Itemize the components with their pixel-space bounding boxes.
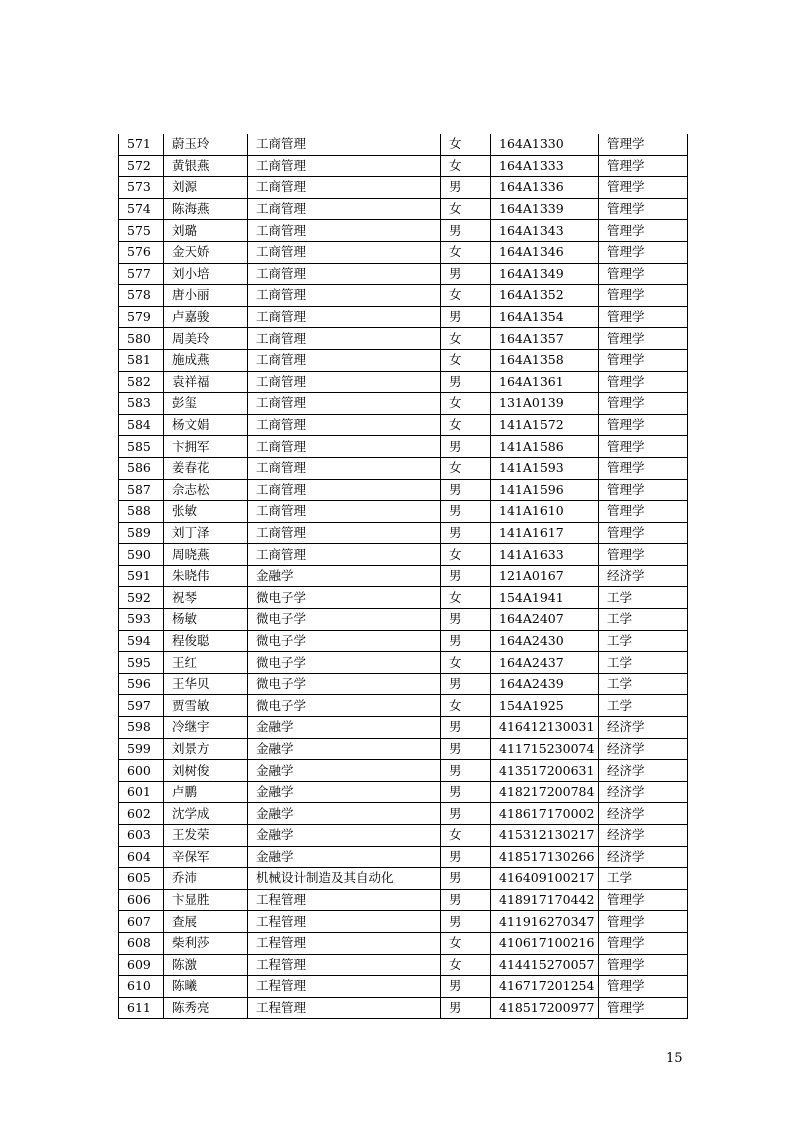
student-roster-table xyxy=(118,134,688,1019)
discipline-cell: 经济学 xyxy=(599,846,688,868)
gender-cell: 男 xyxy=(441,976,491,998)
major-cell: 机械设计制造及其自动化 xyxy=(248,868,441,890)
student-name-cell: 卞拥军 xyxy=(164,436,248,458)
major-cell: 微电子学 xyxy=(248,609,441,631)
discipline-cell: 管理学 xyxy=(599,328,688,350)
discipline-cell: 管理学 xyxy=(599,436,688,458)
discipline-cell: 经济学 xyxy=(599,738,688,760)
major-cell: 工程管理 xyxy=(248,932,441,954)
table-row xyxy=(119,932,688,954)
table-row xyxy=(119,436,688,458)
student-id-cell: 164A1336 xyxy=(491,177,599,199)
student-id-cell: 410617100216 xyxy=(491,932,599,954)
gender-cell: 女 xyxy=(441,652,491,674)
student-name-cell: 周晓燕 xyxy=(164,544,248,566)
major-cell: 金融学 xyxy=(248,803,441,825)
table-row xyxy=(119,155,688,177)
student-name-cell: 姜春花 xyxy=(164,457,248,479)
gender-cell: 女 xyxy=(441,198,491,220)
student-id-cell: 411916270347 xyxy=(491,911,599,933)
student-name-cell: 卢鹏 xyxy=(164,781,248,803)
student-id-cell: 416409100217 xyxy=(491,868,599,890)
student-id-cell: 418917170442 xyxy=(491,889,599,911)
table-row xyxy=(119,134,688,155)
student-name-cell: 冷继宇 xyxy=(164,717,248,739)
student-name-cell: 朱晓伟 xyxy=(164,565,248,587)
discipline-cell: 管理学 xyxy=(599,997,688,1019)
major-cell: 微电子学 xyxy=(248,652,441,674)
gender-cell: 女 xyxy=(441,587,491,609)
student-name-cell: 陈秀亮 xyxy=(164,997,248,1019)
major-cell: 微电子学 xyxy=(248,695,441,717)
row-number-cell: 592 xyxy=(119,587,164,609)
discipline-cell: 管理学 xyxy=(599,134,688,155)
discipline-cell: 管理学 xyxy=(599,306,688,328)
row-number-cell: 577 xyxy=(119,263,164,285)
student-name-cell: 杨敏 xyxy=(164,609,248,631)
gender-cell: 男 xyxy=(441,760,491,782)
gender-cell: 男 xyxy=(441,781,491,803)
row-number-cell: 602 xyxy=(119,803,164,825)
gender-cell: 男 xyxy=(441,803,491,825)
row-number-cell: 585 xyxy=(119,436,164,458)
student-name-cell: 金天娇 xyxy=(164,241,248,263)
row-number-cell: 578 xyxy=(119,285,164,307)
discipline-cell: 经济学 xyxy=(599,803,688,825)
student-id-cell: 154A1941 xyxy=(491,587,599,609)
table-row xyxy=(119,285,688,307)
gender-cell: 男 xyxy=(441,177,491,199)
gender-cell: 女 xyxy=(441,825,491,847)
table-row xyxy=(119,501,688,523)
row-number-cell: 571 xyxy=(119,134,164,155)
discipline-cell: 工学 xyxy=(599,695,688,717)
discipline-cell: 经济学 xyxy=(599,781,688,803)
discipline-cell: 经济学 xyxy=(599,717,688,739)
gender-cell: 男 xyxy=(441,522,491,544)
row-number-cell: 601 xyxy=(119,781,164,803)
student-id-cell: 154A1925 xyxy=(491,695,599,717)
discipline-cell: 工学 xyxy=(599,673,688,695)
student-name-cell: 王华贝 xyxy=(164,673,248,695)
major-cell: 金融学 xyxy=(248,760,441,782)
major-cell: 工商管理 xyxy=(248,501,441,523)
gender-cell: 女 xyxy=(441,241,491,263)
student-name-cell: 卞显胜 xyxy=(164,889,248,911)
major-cell: 工程管理 xyxy=(248,889,441,911)
gender-cell: 男 xyxy=(441,846,491,868)
student-id-cell: 416717201254 xyxy=(491,976,599,998)
discipline-cell: 经济学 xyxy=(599,825,688,847)
row-number-cell: 596 xyxy=(119,673,164,695)
student-name-cell: 查展 xyxy=(164,911,248,933)
table-row xyxy=(119,630,688,652)
student-id-cell: 164A1349 xyxy=(491,263,599,285)
discipline-cell: 工学 xyxy=(599,868,688,890)
row-number-cell: 598 xyxy=(119,717,164,739)
major-cell: 微电子学 xyxy=(248,673,441,695)
table-row xyxy=(119,868,688,890)
student-name-cell: 刘璐 xyxy=(164,220,248,242)
discipline-cell: 管理学 xyxy=(599,414,688,436)
major-cell: 工程管理 xyxy=(248,976,441,998)
row-number-cell: 572 xyxy=(119,155,164,177)
discipline-cell: 管理学 xyxy=(599,932,688,954)
row-number-cell: 611 xyxy=(119,997,164,1019)
gender-cell: 男 xyxy=(441,911,491,933)
table-row xyxy=(119,371,688,393)
student-id-cell: 164A1352 xyxy=(491,285,599,307)
student-id-cell: 141A1586 xyxy=(491,436,599,458)
table-row xyxy=(119,241,688,263)
student-id-cell: 141A1572 xyxy=(491,414,599,436)
row-number-cell: 591 xyxy=(119,565,164,587)
major-cell: 工商管理 xyxy=(248,134,441,155)
student-name-cell: 周美玲 xyxy=(164,328,248,350)
major-cell: 金融学 xyxy=(248,846,441,868)
discipline-cell: 管理学 xyxy=(599,285,688,307)
student-name-cell: 贾雪敏 xyxy=(164,695,248,717)
major-cell: 金融学 xyxy=(248,717,441,739)
major-cell: 工程管理 xyxy=(248,997,441,1019)
row-number-cell: 584 xyxy=(119,414,164,436)
student-name-cell: 陈曦 xyxy=(164,976,248,998)
discipline-cell: 工学 xyxy=(599,587,688,609)
student-id-cell: 164A2439 xyxy=(491,673,599,695)
student-id-cell: 164A2407 xyxy=(491,609,599,631)
gender-cell: 女 xyxy=(441,155,491,177)
discipline-cell: 经济学 xyxy=(599,565,688,587)
row-number-cell: 589 xyxy=(119,522,164,544)
gender-cell: 男 xyxy=(441,673,491,695)
student-id-cell: 164A1330 xyxy=(491,134,599,155)
major-cell: 金融学 xyxy=(248,825,441,847)
row-number-cell: 603 xyxy=(119,825,164,847)
major-cell: 工商管理 xyxy=(248,522,441,544)
discipline-cell: 工学 xyxy=(599,609,688,631)
table-row xyxy=(119,349,688,371)
table-row xyxy=(119,825,688,847)
major-cell: 工商管理 xyxy=(248,155,441,177)
student-id-cell: 415312130217 xyxy=(491,825,599,847)
student-id-cell: 141A1596 xyxy=(491,479,599,501)
major-cell: 微电子学 xyxy=(248,630,441,652)
student-id-cell: 141A1633 xyxy=(491,544,599,566)
student-id-cell: 164A1358 xyxy=(491,349,599,371)
table-row xyxy=(119,911,688,933)
table-row xyxy=(119,414,688,436)
student-name-cell: 杨文娟 xyxy=(164,414,248,436)
major-cell: 工商管理 xyxy=(248,328,441,350)
row-number-cell: 575 xyxy=(119,220,164,242)
major-cell: 微电子学 xyxy=(248,587,441,609)
student-id-cell: 418517200977 xyxy=(491,997,599,1019)
gender-cell: 女 xyxy=(441,134,491,155)
gender-cell: 男 xyxy=(441,609,491,631)
table-row xyxy=(119,457,688,479)
table-row xyxy=(119,695,688,717)
major-cell: 工商管理 xyxy=(248,285,441,307)
major-cell: 工商管理 xyxy=(248,220,441,242)
student-name-cell: 施成燕 xyxy=(164,349,248,371)
table-row xyxy=(119,565,688,587)
student-id-cell: 141A1610 xyxy=(491,501,599,523)
discipline-cell: 管理学 xyxy=(599,976,688,998)
student-name-cell: 柴利莎 xyxy=(164,932,248,954)
table-row xyxy=(119,673,688,695)
student-name-cell: 刘景方 xyxy=(164,738,248,760)
major-cell: 工商管理 xyxy=(248,544,441,566)
gender-cell: 男 xyxy=(441,220,491,242)
gender-cell: 男 xyxy=(441,997,491,1019)
student-name-cell: 刘源 xyxy=(164,177,248,199)
discipline-cell: 管理学 xyxy=(599,241,688,263)
gender-cell: 女 xyxy=(441,954,491,976)
discipline-cell: 管理学 xyxy=(599,220,688,242)
table-row xyxy=(119,306,688,328)
major-cell: 金融学 xyxy=(248,565,441,587)
student-name-cell: 刘丁泽 xyxy=(164,522,248,544)
row-number-cell: 593 xyxy=(119,609,164,631)
discipline-cell: 管理学 xyxy=(599,911,688,933)
gender-cell: 男 xyxy=(441,501,491,523)
student-id-cell: 164A1343 xyxy=(491,220,599,242)
row-number-cell: 600 xyxy=(119,760,164,782)
table-row xyxy=(119,652,688,674)
student-name-cell: 蔚玉玲 xyxy=(164,134,248,155)
table-row xyxy=(119,889,688,911)
discipline-cell: 管理学 xyxy=(599,889,688,911)
student-name-cell: 辛保军 xyxy=(164,846,248,868)
student-id-cell: 164A1333 xyxy=(491,155,599,177)
major-cell: 工商管理 xyxy=(248,177,441,199)
gender-cell: 女 xyxy=(441,932,491,954)
row-number-cell: 573 xyxy=(119,177,164,199)
student-name-cell: 张敏 xyxy=(164,501,248,523)
student-id-cell: 164A1339 xyxy=(491,198,599,220)
student-id-cell: 164A2430 xyxy=(491,630,599,652)
discipline-cell: 管理学 xyxy=(599,198,688,220)
table-row xyxy=(119,522,688,544)
gender-cell: 男 xyxy=(441,436,491,458)
row-number-cell: 587 xyxy=(119,479,164,501)
discipline-cell: 管理学 xyxy=(599,263,688,285)
student-name-cell: 刘树俊 xyxy=(164,760,248,782)
gender-cell: 女 xyxy=(441,414,491,436)
student-name-cell: 佘志松 xyxy=(164,479,248,501)
row-number-cell: 582 xyxy=(119,371,164,393)
row-number-cell: 581 xyxy=(119,349,164,371)
gender-cell: 女 xyxy=(441,285,491,307)
student-name-cell: 王发荣 xyxy=(164,825,248,847)
major-cell: 工商管理 xyxy=(248,263,441,285)
student-id-cell: 131A0139 xyxy=(491,393,599,415)
discipline-cell: 工学 xyxy=(599,630,688,652)
table-row xyxy=(119,177,688,199)
table-row xyxy=(119,609,688,631)
student-name-cell: 祝琴 xyxy=(164,587,248,609)
gender-cell: 女 xyxy=(441,349,491,371)
student-name-cell: 黄银燕 xyxy=(164,155,248,177)
major-cell: 工商管理 xyxy=(248,306,441,328)
gender-cell: 男 xyxy=(441,868,491,890)
student-name-cell: 彭玺 xyxy=(164,393,248,415)
gender-cell: 男 xyxy=(441,630,491,652)
table-row xyxy=(119,803,688,825)
student-name-cell: 沈学成 xyxy=(164,803,248,825)
discipline-cell: 管理学 xyxy=(599,479,688,501)
student-id-cell: 413517200631 xyxy=(491,760,599,782)
student-id-cell: 414415270057 xyxy=(491,954,599,976)
student-name-cell: 乔沛 xyxy=(164,868,248,890)
discipline-cell: 管理学 xyxy=(599,177,688,199)
student-id-cell: 418217200784 xyxy=(491,781,599,803)
row-number-cell: 583 xyxy=(119,393,164,415)
major-cell: 工程管理 xyxy=(248,954,441,976)
row-number-cell: 608 xyxy=(119,932,164,954)
gender-cell: 男 xyxy=(441,371,491,393)
major-cell: 金融学 xyxy=(248,781,441,803)
gender-cell: 男 xyxy=(441,738,491,760)
student-id-cell: 418617170002 xyxy=(491,803,599,825)
gender-cell: 男 xyxy=(441,306,491,328)
discipline-cell: 管理学 xyxy=(599,954,688,976)
table-row xyxy=(119,220,688,242)
row-number-cell: 586 xyxy=(119,457,164,479)
student-id-cell: 164A1357 xyxy=(491,328,599,350)
table-row xyxy=(119,997,688,1019)
row-number-cell: 599 xyxy=(119,738,164,760)
row-number-cell: 576 xyxy=(119,241,164,263)
row-number-cell: 588 xyxy=(119,501,164,523)
major-cell: 工商管理 xyxy=(248,436,441,458)
roster-body xyxy=(119,134,688,1019)
student-name-cell: 卢嘉骏 xyxy=(164,306,248,328)
discipline-cell: 管理学 xyxy=(599,371,688,393)
table-row xyxy=(119,846,688,868)
gender-cell: 女 xyxy=(441,328,491,350)
table-row xyxy=(119,393,688,415)
student-name-cell: 袁祥福 xyxy=(164,371,248,393)
student-id-cell: 141A1593 xyxy=(491,457,599,479)
student-id-cell: 164A1361 xyxy=(491,371,599,393)
student-id-cell: 418517130266 xyxy=(491,846,599,868)
row-number-cell: 610 xyxy=(119,976,164,998)
major-cell: 工商管理 xyxy=(248,349,441,371)
gender-cell: 男 xyxy=(441,889,491,911)
major-cell: 工程管理 xyxy=(248,911,441,933)
row-number-cell: 590 xyxy=(119,544,164,566)
student-name-cell: 程俊聪 xyxy=(164,630,248,652)
row-number-cell: 604 xyxy=(119,846,164,868)
student-name-cell: 刘小培 xyxy=(164,263,248,285)
table-row xyxy=(119,760,688,782)
discipline-cell: 管理学 xyxy=(599,393,688,415)
major-cell: 金融学 xyxy=(248,738,441,760)
table-row xyxy=(119,328,688,350)
discipline-cell: 经济学 xyxy=(599,760,688,782)
row-number-cell: 597 xyxy=(119,695,164,717)
gender-cell: 女 xyxy=(441,457,491,479)
table-row xyxy=(119,738,688,760)
major-cell: 工商管理 xyxy=(248,241,441,263)
student-name-cell: 陈激 xyxy=(164,954,248,976)
table-row xyxy=(119,198,688,220)
row-number-cell: 580 xyxy=(119,328,164,350)
row-number-cell: 574 xyxy=(119,198,164,220)
row-number-cell: 579 xyxy=(119,306,164,328)
student-id-cell: 141A1617 xyxy=(491,522,599,544)
row-number-cell: 606 xyxy=(119,889,164,911)
gender-cell: 男 xyxy=(441,263,491,285)
table-row xyxy=(119,954,688,976)
row-number-cell: 594 xyxy=(119,630,164,652)
table-row xyxy=(119,479,688,501)
discipline-cell: 管理学 xyxy=(599,155,688,177)
discipline-cell: 管理学 xyxy=(599,501,688,523)
discipline-cell: 管理学 xyxy=(599,544,688,566)
gender-cell: 男 xyxy=(441,565,491,587)
discipline-cell: 管理学 xyxy=(599,522,688,544)
gender-cell: 男 xyxy=(441,479,491,501)
student-name-cell: 王红 xyxy=(164,652,248,674)
major-cell: 工商管理 xyxy=(248,198,441,220)
discipline-cell: 管理学 xyxy=(599,349,688,371)
major-cell: 工商管理 xyxy=(248,479,441,501)
page-number: 15 xyxy=(666,1051,683,1066)
gender-cell: 女 xyxy=(441,393,491,415)
gender-cell: 女 xyxy=(441,544,491,566)
table-row xyxy=(119,976,688,998)
student-id-cell: 164A1354 xyxy=(491,306,599,328)
row-number-cell: 595 xyxy=(119,652,164,674)
discipline-cell: 工学 xyxy=(599,652,688,674)
table-row xyxy=(119,587,688,609)
student-name-cell: 陈海燕 xyxy=(164,198,248,220)
student-id-cell: 416412130031 xyxy=(491,717,599,739)
student-id-cell: 164A1346 xyxy=(491,241,599,263)
row-number-cell: 609 xyxy=(119,954,164,976)
student-id-cell: 411715230074 xyxy=(491,738,599,760)
gender-cell: 男 xyxy=(441,717,491,739)
student-id-cell: 164A2437 xyxy=(491,652,599,674)
student-name-cell: 唐小丽 xyxy=(164,285,248,307)
table-row xyxy=(119,263,688,285)
table-row xyxy=(119,781,688,803)
major-cell: 工商管理 xyxy=(248,393,441,415)
student-id-cell: 121A0167 xyxy=(491,565,599,587)
row-number-cell: 607 xyxy=(119,911,164,933)
gender-cell: 女 xyxy=(441,695,491,717)
major-cell: 工商管理 xyxy=(248,457,441,479)
major-cell: 工商管理 xyxy=(248,414,441,436)
major-cell: 工商管理 xyxy=(248,371,441,393)
table-row xyxy=(119,544,688,566)
row-number-cell: 605 xyxy=(119,868,164,890)
discipline-cell: 管理学 xyxy=(599,457,688,479)
table-row xyxy=(119,717,688,739)
